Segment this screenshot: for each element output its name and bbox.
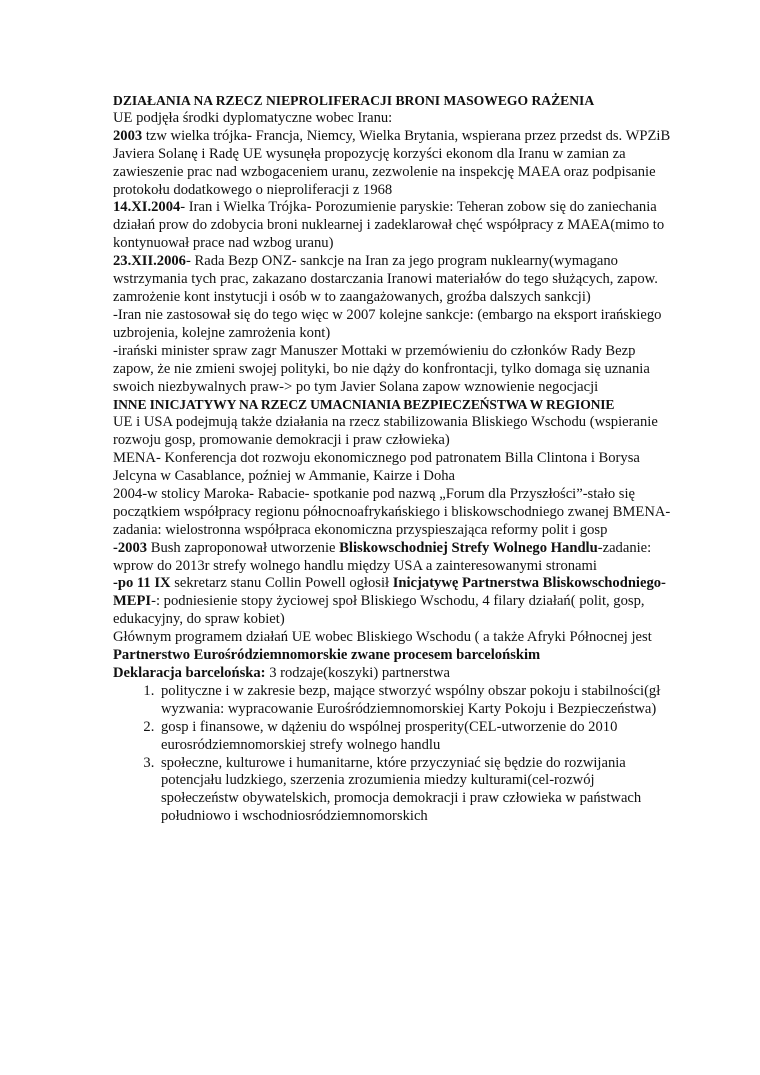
list-item: 2. gosp i finansowe, w dążeniu do wspólnej prosperity(CEL-utworzenie do 2010 eurosródziemnomorskiej strefy wolnego handlu bbox=[158, 719, 673, 755]
paragraph-eu-usa: UE i USA podejmują także działania na rzecz stabilizowania Bliskiego Wschodu (wspieranie rozwoju gosp, promowanie demokracji i praw człowieka) bbox=[113, 414, 658, 449]
text-2004: - Iran i Wielka Trójka- Porozumienie paryskie: Teheran zobow się do zaniechania działań prow do zdobycia broni nuklearnej i zadeklarował chęć współpracy z MAEA(mimo to kontynuował prace nad wzbog uranu) bbox=[113, 199, 665, 252]
date-2004: 14.XI.2004 bbox=[113, 199, 181, 216]
bold-partnership: Partnerstwo Eurośródziemnomorskie zwane procesem barcelońskim bbox=[113, 647, 541, 664]
document-page bbox=[113, 92, 673, 826]
list-item: 1. polityczne i w zakresie bezp, mające stworzyć wspólny obszar pokoju i stabilności(gł wyzwania: wypracowanie Eurośródziemnomorskiej Karty Pokoju i Bezpieczeństwa) bbox=[158, 683, 673, 719]
paragraph-mena: MENA- Konferencja dot rozwoju ekonomicznego pod patronatem Billa Clintona i Borysa Jelcyna w Casablance, poźniej w Ammanie, Kairze i Doha bbox=[113, 450, 640, 485]
paragraph-2007-sanctions: -Iran nie zastosował się do tego więc w 2007 kolejne sankcje: (embargo na eksport irańskiego uzbrojenia, kolejne zamrożenia kont) bbox=[113, 306, 662, 341]
paragraph-powell bbox=[113, 575, 673, 629]
paragraph-main-program bbox=[113, 629, 673, 665]
text-powell-b: -: podniesienie stopy życiowej społ Bliskiego Wschodu, 4 filary działań( polit, gosp, edukacyjny, do spraw kobiet) bbox=[113, 593, 645, 628]
heading-security-initiatives: INNE INICJATYWY NA RZECZ UMACNIANIA BEZPIECZEŃSTWA W REGIONIE bbox=[113, 397, 615, 413]
lead-2003: -2003 bbox=[113, 539, 148, 556]
paragraph-2004 bbox=[113, 199, 673, 253]
bold-mepi: Inicjatywę Partnerstwa Bliskowschodniego- MEPI bbox=[113, 575, 666, 610]
text-2003: tzw wielka trójka- Francja, Niemcy, Wielka Brytania, wspierana przez przedst ds. WPZiB Javiera Solanę i Radę UE wysunęła propozycję korzyści ekonom dla Iranu w zamian za zawieszenie prac nad wzbogaceniem uranu, zezwolenie na inspekcję MAEA oraz podpisanie protokołu dodatkowego o nieproliferacji z 1968 bbox=[113, 127, 671, 198]
paragraph-intro: UE podjęła środki dyplomatyczne wobec Iranu: bbox=[113, 109, 393, 126]
list-item: 3. społeczne, kulturowe i humanitarne, które przyczyniać się będzie do rozwijania potencjału ludzkiego, szerzenia zrozumienia miedzy kulturami(cel-rozwój społeczeństw obywatelskich, promocja demokracji i praw człowieka w państwach południowo i wschodniosródziemnomorskich bbox=[158, 755, 673, 827]
text-bush-a: Bush zaproponował utworzenie bbox=[147, 539, 340, 556]
paragraph-2003 bbox=[113, 128, 673, 200]
bold-free-trade: Bliskowschodniej Strefy Wolnego Handlu bbox=[339, 539, 598, 556]
text-declaration: 3 rodzaje(koszyki) partnerstwa bbox=[265, 665, 450, 681]
paragraph-2006 bbox=[113, 253, 673, 307]
text-powell-a: sekretarz stanu Collin Powell ogłosił bbox=[170, 575, 393, 592]
paragraph-declaration bbox=[113, 665, 673, 683]
paragraph-forum: 2004-w stolicy Maroka- Rabacie- spotkanie pod nazwą „Forum dla Przyszłości”-stało się początkiem współpracy regionu północnoafrykańskiego i bliskowschodniego zwanej BMENA- zadania: wielostronna współpraca ekonomiczna przyspieszająca reformy polit i gosp bbox=[113, 485, 671, 538]
partnership-list bbox=[113, 683, 673, 826]
date-2003: 2003 bbox=[113, 127, 143, 144]
paragraph-mottaki: -irański minister spraw zagr Manuszer Mottaki w przemówieniu do członków Rady Bezp zapow, że nie zmieni swojej polityki, bo nie dąży do konfrontacji, tylko domaga się uznania swoich niezbywalnych praw-> po tym Javier Solana zapow wznowienie negocjacji bbox=[113, 342, 650, 395]
date-2006: 23.XII.2006 bbox=[113, 253, 186, 270]
bold-declaration: Deklaracja barcelońska: bbox=[113, 665, 266, 681]
text-2006: - Rada Bezp ONZ- sankcje na Iran za jego program nuklearny(wymagano wstrzymania tych prac, zakazano dostarczania Iranowi materiałów do tego służących, zapow. zamrożenie kont instytucji i osób w to zaangażowanych, groźba dalszych sankcji) bbox=[113, 253, 658, 305]
text-main-program: Głównym programem działań UE wobec Bliskiego Wschodu ( a także Afryki Północnej jest bbox=[113, 629, 652, 646]
text-bush-b: -zadanie: wprow do 2013r strefy wolnego handlu między USA a zainteresowanymi stronami bbox=[113, 539, 652, 574]
lead-11-ix: -po 11 IX bbox=[113, 575, 171, 592]
paragraph-bush bbox=[113, 540, 673, 576]
heading-nonproliferation: DZIAŁANIA NA RZECZ NIEPROLIFERACJI BRONI MASOWEGO RAŻENIA bbox=[113, 93, 595, 108]
